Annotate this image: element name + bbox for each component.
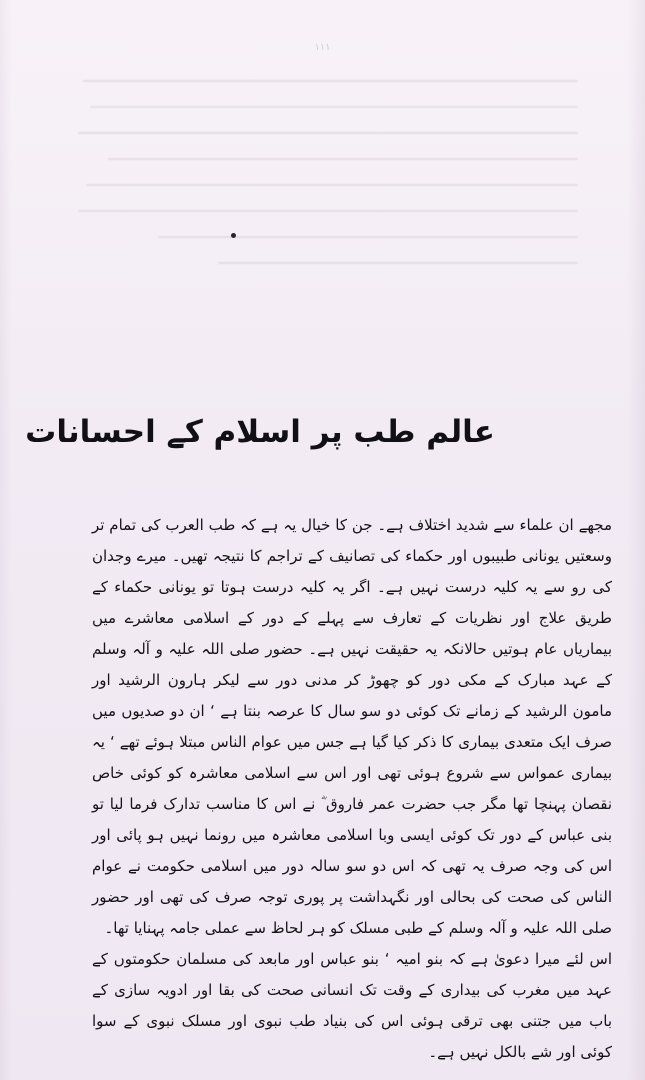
chapter-body <box>92 510 612 1068</box>
page-number: ۱۱۱ <box>314 42 331 53</box>
paragraph-2: اس لئے میرا دعویٰ ہے کہ بنو امیہ ‘ بنو عباس اور مابعد کی مسلمان حکومتوں کے عہد میں مغرب کی بیداری کے وقت تک انسانی صحت کی بقا اور ادویہ سازی کے باب میں جتنی بھی ترقی ہوئی اس کی بنیاد طب نبوی اور مسلک نبوی کے سوا کوئی اور شے بالکل نہیں ہے۔ <box>92 950 612 1061</box>
page-left-shadow <box>0 0 12 1080</box>
chapter-title: عالم طب پر اسلام کے احسانات <box>25 414 495 450</box>
show-through-text-from-reverse-page <box>78 72 578 292</box>
paragraph-1: مجھے ان علماء سے شدید اختلاف ہے۔ جن کا خیال یہ ہے کہ طب العرب کی تمام تر وسعتیں یونانی طبیبوں اور حکماء کی تصانیف کے تراجم کا نتیجہ تھیں۔ میرے وجدان کی رو سے یہ کلیہ درست نہیں ہے۔ اگر یہ کلیہ درست ہوتا تو یونانی حکماء کے طریق علاج اور نظریات کے تعارف سے پہلے کے دور کے اسلامی معاشرے میں بیماریاں عام ہوتیں حالانکہ یہ حقیقت نہیں ہے۔ حضور صلی اللہ علیہ و آلہ وسلم کے عہد مبارک کے مکی دور کو چھوڑ کر مدنی دور سے لیکر ہارون الرشید اور مامون الرشید کے زمانے تک کوئی دو سو سال کا عرصہ بنتا ہے ‘ ان دو صدیوں میں صرف ایک متعدی بیماری کا ذکر کیا گیا ہے جس میں عوام الناس مبتلا ہوئے تھے ‘ یہ بیماری عمواس سے شروع ہوئی تھی اور اس سے اسلامی معاشرہ کو کوئی خاص نقصان پہنچا تھا مگر جب حضرت عمر فاروق ؓ نے اس کا مناسب تدارک فرما لیا تو بنی عباس کے دور تک کوئی ایسی وبا اسلامی معاشرہ میں رونما نہیں ہو پائی اور اس کی وجہ صرف یہ تھی کہ اس دو سو سالہ دور میں اسلامی حکومت نے عوام الناس کی صحت کی بحالی اور نگہداشت پر پوری توجہ صرف کی تھی اور حضور صلی اللہ علیہ و آلہ وسلم کے طبی مسلک کو ہر لحاظ سے عملی جامہ پہنایا تھا۔ <box>92 516 612 937</box>
ink-dot <box>231 233 236 238</box>
page-right-shadow <box>627 0 645 1080</box>
